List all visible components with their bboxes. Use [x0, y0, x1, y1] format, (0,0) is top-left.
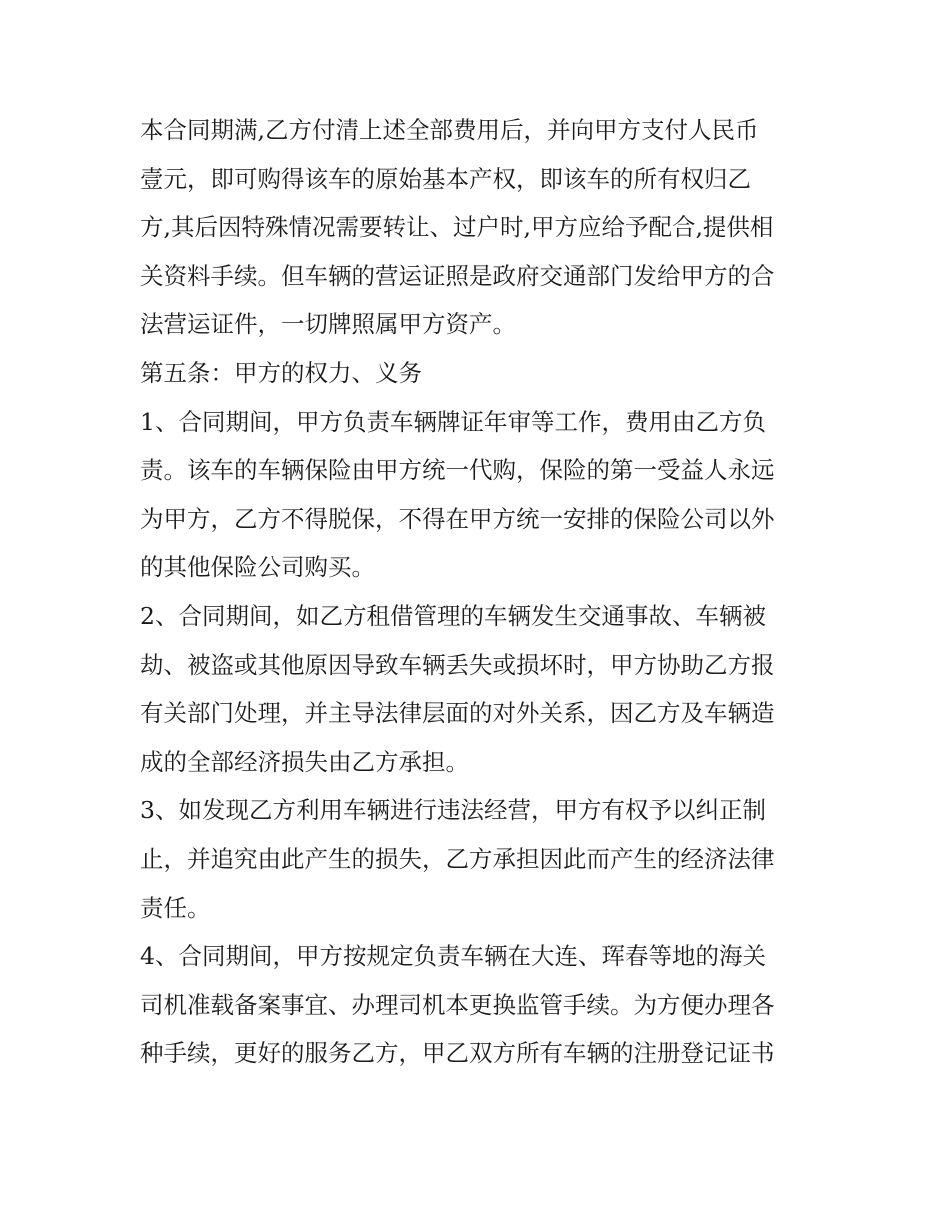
text-line-11: 2、合同期间，如乙方租借管理的车辆发生交通事故、车辆被 — [140, 601, 766, 630]
text-line-10: 的其他保险公司购买。 — [140, 553, 375, 582]
text-line-9: 为甲方，乙方不得脱保，不得在甲方统一安排的保险公司以外 — [140, 504, 775, 533]
text-line-18: 4、合同期间，甲方按规定负责车辆在大连、珲春等地的海关 — [140, 942, 766, 971]
text-line-13: 有关部门处理，并主导法律层面的对外关系，因乙方及车辆造 — [140, 699, 775, 728]
text-line-14: 成的全部经济损失由乙方承担。 — [140, 747, 469, 776]
text-line-20: 种手续，更好的服务乙方，甲乙双方所有车辆的注册登记证书 — [140, 1039, 775, 1068]
text-line-15: 3、如发现乙方利用车辆进行违法经营，甲方有权予以纠正制 — [140, 796, 766, 825]
text-line-4: 关资料手续。但车辆的营运证照是政府交通部门发给甲方的合 — [140, 261, 775, 290]
contract-text-body — [140, 106, 820, 1078]
text-line-2: 壹元，即可购得该车的原始基本产权，即该车的所有权归乙 — [140, 164, 751, 193]
text-line-5: 法营运证件，一切牌照属甲方资产。 — [140, 310, 516, 339]
text-line-17: 责任。 — [140, 893, 211, 922]
section-heading-article-5: 第五条：甲方的权力、义务 — [140, 358, 422, 387]
text-line-16: 止，并追究由此产生的损失，乙方承担因此而产生的经济法律 — [140, 844, 775, 873]
text-line-12: 劫、被盗或其他原因导致车辆丢失或损坏时，甲方协助乙方报 — [140, 650, 775, 679]
text-line-3: 方,其后因特殊情况需要转让、过户时,甲方应给予配合,提供相 — [140, 213, 774, 242]
text-line-8: 责。该车的车辆保险由甲方统一代购，保险的第一受益人永远 — [140, 456, 775, 485]
text-line-7: 1、合同期间，甲方负责车辆牌证年审等工作，费用由乙方负 — [140, 407, 766, 436]
text-line-19: 司机准载备案事宜、办理司机本更换监管手续。为方便办理各 — [140, 990, 775, 1019]
text-line-1: 本合同期满,乙方付清上述全部费用后，并向甲方支付人民币 — [140, 116, 759, 144]
